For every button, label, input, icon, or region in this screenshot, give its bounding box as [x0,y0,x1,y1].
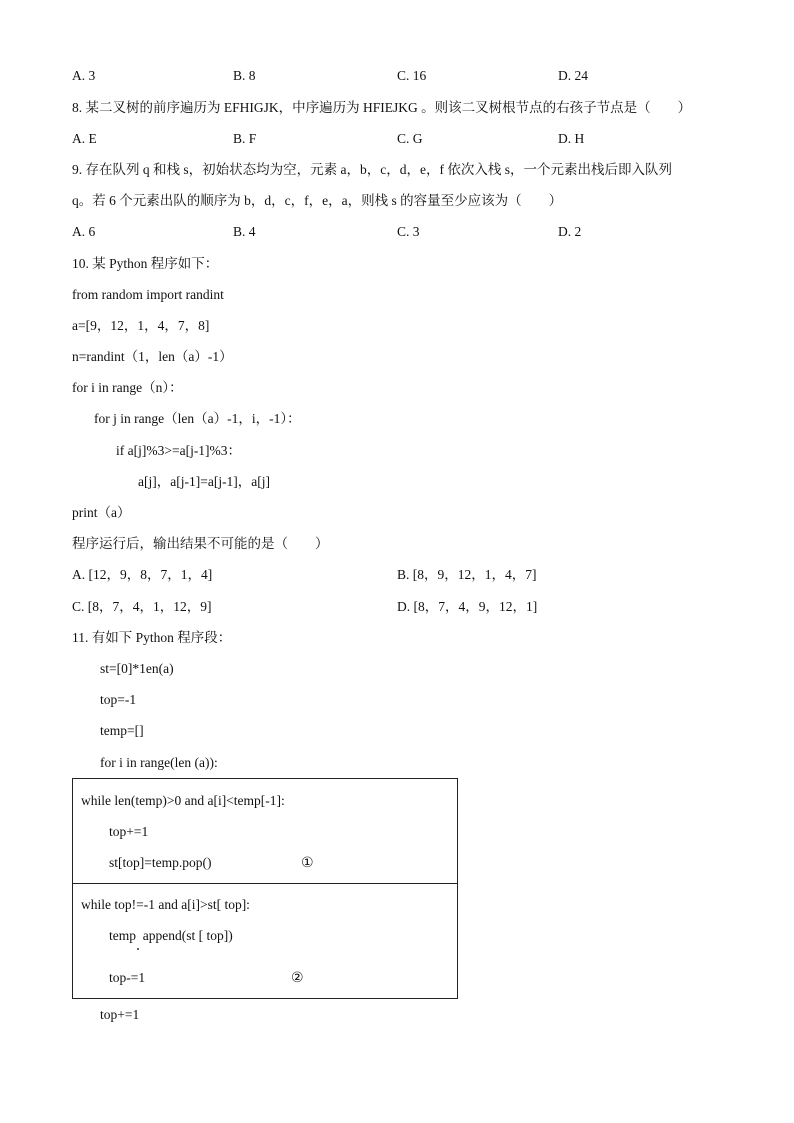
box2-line: temp append(st [ top]) [109,928,233,943]
q7-option-d: D. 24 [558,68,588,83]
q11-stem: 11. 有如下 Python 程序段： [72,630,232,645]
box1-line: st[top]=temp.pop() [109,855,212,870]
q8-option-a: A. E [72,131,97,146]
q11-code-line: for i in range(len (a)): [100,755,218,770]
q8-option-b: B. F [233,131,257,146]
q11-code-line: top=-1 [100,692,137,707]
q10-code-line: n=randint（1，len（a）-1） [72,349,233,364]
q9-option-b: B. 4 [233,224,256,239]
q10-code-line: for i in range（n）： [72,380,183,395]
q10-option-c: C. [8，7，4，1，12，9] [72,599,212,614]
q8-option-c: C. G [397,131,423,146]
box1-line: top+=1 [109,824,149,839]
q9-option-d: D. 2 [558,224,582,239]
box2-line: while top!=-1 and a[i]>st[ top]: [81,897,250,912]
q10-option-d: D. [8，7，4，9，12，1] [397,599,538,614]
q11-code-line: temp=[] [100,723,144,738]
code-box-2 [72,883,458,999]
q7-option-b: B. 8 [233,68,256,83]
q10-code-line: from random import randint [72,287,224,302]
box2-line: top-=1 [109,970,146,985]
q10-code-line: print（a） [72,505,131,520]
q10-code-line: for j in range（len（a）-1，i，-1）： [94,411,301,426]
q10-code-line: a=[9，12，1，4，7，8] [72,318,210,333]
q10-option-a: A. [12，9，8，7，1，4] [72,567,213,582]
q8-stem: 8. 某二叉树的前序遍历为 EFHIGJK，中序遍历为 HFIEJKG 。则该二叉树根节点的右孩子节点是（ ） [72,100,692,115]
q10-stem: 10. 某 Python 程序如下： [72,256,219,271]
q9-stem-line1: 9. 存在队列 q 和栈 s，初始状态均为空，元素 a，b，c，d，e，f 依次入栈 s，一个元素出栈后即入队列 [72,162,672,177]
circled-number-2: ② [291,970,304,986]
q7-option-a: A. 3 [72,68,96,83]
q11-code-line: st=[0]*1en(a) [100,661,174,676]
q10-question: 程序运行后，输出结果不可能的是（ ） [72,536,329,551]
q9-option-c: C. 3 [397,224,420,239]
q10-option-b: B. [8，9，12，1，4，7] [397,567,537,582]
q11-after-line: top+=1 [100,1007,140,1022]
stray-mark [137,948,139,950]
circled-number-1: ① [301,855,314,871]
code-box-1 [72,778,458,884]
q9-stem-line2: q。若 6 个元素出队的顺序为 b，d，c，f，e，a，则栈 s 的容量至少应该为（ ） [72,193,563,208]
box1-line: while len(temp)>0 and a[i]<temp[-1]: [81,793,285,808]
q7-option-c: C. 16 [397,68,427,83]
q9-option-a: A. 6 [72,224,96,239]
q8-option-d: D. H [558,131,585,146]
q10-code-line: a[j]，a[j-1]=a[j-1]，a[j] [138,474,271,489]
q10-code-line: if a[j]%3>=a[j-1]%3： [116,443,242,458]
